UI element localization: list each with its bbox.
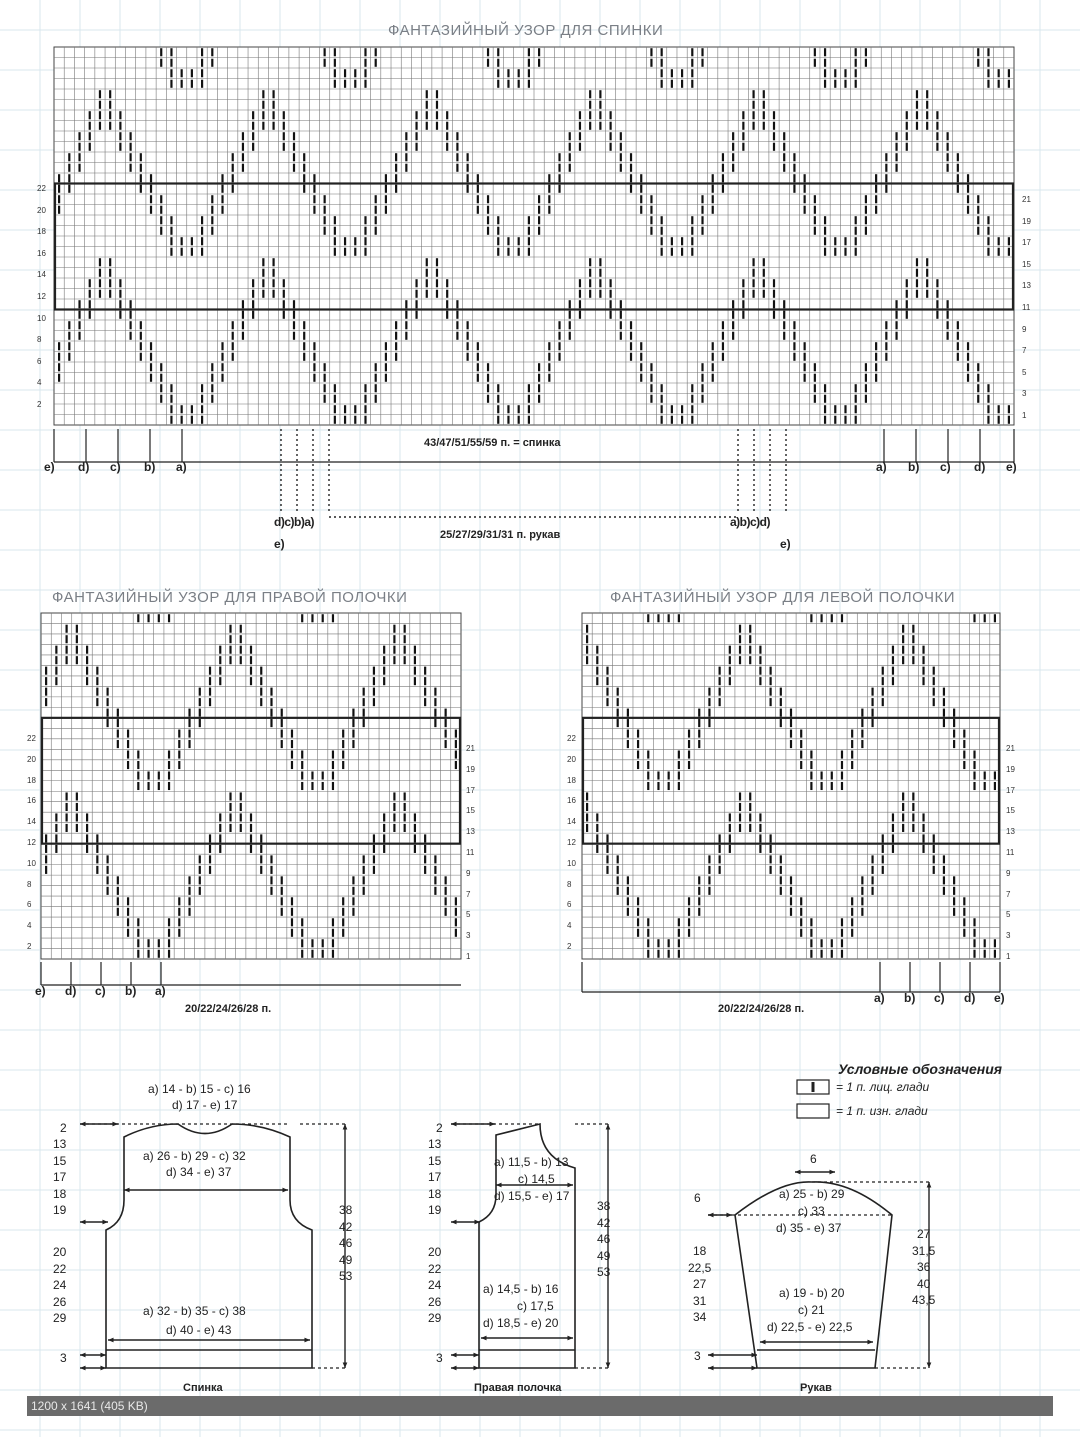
size-mark: c) (934, 991, 945, 1005)
row-number: 16 (37, 248, 46, 258)
size-mark: a) (876, 460, 887, 474)
back-neck-measure-2: d) 17 - e) 17 (172, 1098, 238, 1112)
row-number: 2 (567, 942, 572, 951)
row-number: 11 (466, 848, 475, 857)
back-chart-title: ФАНТАЗИЙНЫЙ УЗОР ДЛЯ СПИНКИ (388, 22, 664, 39)
size-mark: b) (908, 460, 920, 474)
back-length-values: 38 42 46 49 53 (339, 1203, 353, 1283)
sleeve-cap-measure-3: d) 35 - e) 37 (776, 1221, 842, 1235)
row-number: 20 (27, 754, 36, 764)
size-mark: c) (110, 460, 121, 474)
front-left-bottom-value: 3 (436, 1351, 443, 1365)
row-number: 4 (567, 921, 572, 931)
size-mark: a) (874, 991, 885, 1005)
size-mark: b) (125, 984, 137, 998)
row-number: 13 (1022, 281, 1031, 291)
row-number: 2 (27, 942, 32, 951)
row-number: 1 (1022, 411, 1027, 420)
back-stitch-count: 43/47/51/55/59 п. = спинка (424, 437, 561, 449)
front-piece-name: Правая полочка (474, 1382, 562, 1394)
back-left-lower-values: 20 22 24 26 29 (53, 1245, 67, 1325)
row-number: 16 (567, 796, 576, 806)
row-number: 14 (37, 270, 46, 280)
row-number: 6 (27, 900, 32, 910)
row-number: 17 (1022, 238, 1031, 248)
left-front-pattern-chart (582, 613, 1000, 959)
row-number: 21 (466, 744, 475, 753)
row-number: 18 (27, 775, 36, 785)
front-bottom-measure-2: c) 17,5 (517, 1299, 554, 1313)
row-number: 1 (466, 952, 471, 961)
sleeve-cap-measure-2: c) 33 (798, 1204, 825, 1218)
front-bottom-measure-1: a) 14,5 - b) 16 (483, 1282, 559, 1296)
sleeve-marks-left: d)c)b)a) (274, 515, 314, 529)
row-number: 10 (567, 858, 576, 868)
row-number: 11 (1022, 303, 1031, 312)
row-number: 14 (27, 817, 36, 827)
back-bottom-measure-1: a) 32 - b) 35 - c) 38 (143, 1304, 246, 1318)
row-number: 3 (466, 931, 471, 941)
front-left-upper-values: 13 15 17 18 19 (428, 1137, 442, 1217)
legend-purl-text: = 1 п. изн. глади (836, 1104, 928, 1118)
image-info-bar (27, 1396, 1053, 1416)
row-number: 3 (1006, 931, 1011, 941)
row-number: 5 (1022, 367, 1027, 377)
size-mark: c) (95, 984, 106, 998)
row-number: 8 (37, 335, 42, 345)
row-number: 9 (466, 868, 471, 878)
row-number: 4 (37, 378, 42, 388)
row-number: 22 (567, 734, 576, 743)
image-info-text: 1200 x 1641 (405 KB) (31, 1399, 148, 1413)
back-left-bottom-value: 3 (60, 1351, 67, 1365)
sleeve-bottom-measure-2: c) 21 (798, 1303, 825, 1317)
sleeve-stitch-count: 25/27/29/31/31 п. рукав (440, 529, 561, 541)
row-number: 13 (466, 827, 475, 837)
size-mark: b) (144, 460, 156, 474)
row-number: 5 (1006, 910, 1011, 920)
row-number: 19 (1006, 764, 1015, 774)
sleeve-mark-left-e: e) (274, 537, 285, 551)
row-number: 12 (27, 838, 36, 847)
sleeve-left-top-value: 6 (694, 1191, 701, 1205)
back-shoulder-measure-2: d) 34 - e) 37 (166, 1165, 232, 1179)
row-number: 21 (1006, 744, 1015, 753)
row-number: 19 (1022, 216, 1031, 226)
size-mark: e) (994, 991, 1005, 1005)
row-number: 20 (37, 205, 46, 215)
row-number: 7 (466, 889, 471, 899)
left-front-stitch-count: 20/22/24/26/28 п. (718, 1003, 805, 1015)
legend-title: Условные обозначения (838, 1061, 1003, 1077)
row-number: 15 (466, 806, 475, 816)
back-pattern-chart (54, 47, 1014, 425)
front-length-values: 38 42 46 49 53 (597, 1199, 611, 1279)
sleeve-left-bottom-value: 3 (694, 1349, 701, 1363)
size-mark: d) (964, 991, 976, 1005)
right-front-pattern-chart (41, 613, 461, 959)
size-mark: b) (904, 991, 916, 1005)
sleeve-left-values: 18 22,5 27 31 34 (688, 1244, 712, 1324)
row-number: 1 (1006, 952, 1011, 961)
row-number: 11 (1006, 848, 1015, 857)
back-left-top-value: 2 (60, 1121, 67, 1135)
size-mark: a) (155, 984, 166, 998)
row-number: 4 (27, 921, 32, 931)
sleeve-piece-name: Рукав (800, 1382, 832, 1394)
row-number: 18 (567, 775, 576, 785)
row-number: 14 (567, 817, 576, 827)
size-mark: a) (176, 460, 187, 474)
row-number: 22 (37, 184, 46, 193)
row-number: 10 (37, 313, 46, 323)
row-number: 7 (1006, 889, 1011, 899)
back-bottom-measure-2: d) 40 - e) 43 (166, 1323, 232, 1337)
front-left-top-value: 2 (436, 1121, 443, 1135)
sleeve-bottom-measure-3: d) 22,5 - e) 22,5 (767, 1320, 853, 1334)
row-number: 6 (37, 356, 42, 366)
size-mark: e) (44, 460, 55, 474)
sleeve-mark-right-e: e) (780, 537, 791, 551)
sleeve-length-values: 27 31,5 36 40 43,5 (912, 1227, 936, 1307)
row-number: 7 (1022, 346, 1027, 356)
right-front-chart-title: ФАНТАЗИЙНЫЙ УЗОР ДЛЯ ПРАВОЙ ПОЛОЧКИ (52, 589, 408, 606)
row-number: 10 (27, 858, 36, 868)
row-number: 12 (37, 292, 46, 301)
size-mark: d) (78, 460, 90, 474)
row-number: 9 (1006, 868, 1011, 878)
row-number: 15 (1022, 259, 1031, 269)
back-shoulder-measure-1: a) 26 - b) 29 - c) 32 (143, 1149, 246, 1163)
row-number: 17 (466, 785, 475, 795)
row-number: 22 (27, 734, 36, 743)
row-number: 16 (27, 796, 36, 806)
row-number: 20 (567, 754, 576, 764)
sleeve-top-value: 6 (810, 1152, 817, 1166)
front-width-measure-1: a) 11,5 - b) 13 (494, 1155, 569, 1169)
row-number: 21 (1022, 195, 1031, 204)
row-number: 5 (466, 910, 471, 920)
size-mark: e) (35, 984, 46, 998)
row-number: 8 (27, 879, 32, 889)
front-width-measure-2: c) 14,5 (518, 1172, 555, 1186)
row-number: 15 (1006, 806, 1015, 816)
row-number: 9 (1022, 324, 1027, 334)
row-number: 2 (37, 400, 42, 409)
row-number: 8 (567, 879, 572, 889)
row-number: 19 (466, 764, 475, 774)
row-number: 3 (1022, 389, 1027, 399)
sleeve-bottom-measure-1: a) 19 - b) 20 (779, 1286, 845, 1300)
row-number: 13 (1006, 827, 1015, 837)
sleeve-marks-right: a)b)c)d) (730, 515, 770, 529)
left-front-chart-title: ФАНТАЗИЙНЫЙ УЗОР ДЛЯ ЛЕВОЙ ПОЛОЧКИ (610, 589, 955, 606)
back-neck-measure-1: a) 14 - b) 15 - c) 16 (148, 1082, 251, 1096)
row-number: 18 (37, 227, 46, 237)
row-number: 17 (1006, 785, 1015, 795)
size-mark: d) (65, 984, 77, 998)
right-front-stitch-count: 20/22/24/26/28 п. (185, 1003, 272, 1015)
back-left-upper-values: 13 15 17 18 19 (53, 1137, 67, 1217)
size-mark: c) (940, 460, 951, 474)
front-width-measure-3: d) 15,5 - e) 17 (494, 1189, 570, 1203)
sleeve-cap-measure-1: a) 25 - b) 29 (779, 1187, 845, 1201)
size-mark: e) (1006, 460, 1017, 474)
front-left-lower-values: 20 22 24 26 29 (428, 1245, 442, 1325)
row-number: 6 (567, 900, 572, 910)
row-number: 12 (567, 838, 576, 847)
legend-knit-text: = 1 п. лиц. глади (836, 1080, 930, 1094)
size-mark: d) (974, 460, 986, 474)
front-bottom-measure-3: d) 18,5 - e) 20 (483, 1316, 559, 1330)
back-piece-name: Спинка (183, 1382, 223, 1394)
